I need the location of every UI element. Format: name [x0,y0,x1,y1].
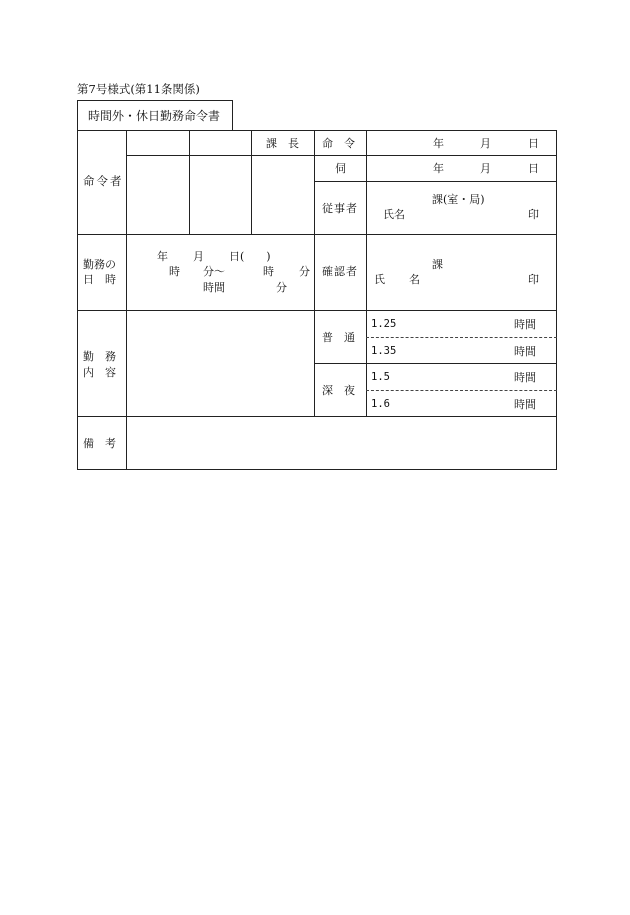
nichiji-minute-start: 分～ [203,265,225,278]
meirei-month: 月 [480,137,491,150]
col-line-right-label [366,130,367,417]
label-kinmu-nichiji-2: 日 時 [83,273,116,286]
kakuninsha-in: 印 [528,273,539,286]
rate-unit: 時間 [514,371,536,384]
rate-unit: 時間 [514,398,536,411]
rate-value: 1.5 [371,371,390,383]
meirei-day: 日 [528,137,539,150]
nichiji-hour-start: 時 [169,265,180,278]
rate-value: 1.25 [371,318,397,330]
rate-value: 1.6 [371,398,390,410]
row-line-kinmu-naiyo [77,416,557,417]
label-ukagai: 伺 [335,162,346,175]
jujisha-ka: 課(室・局) [432,193,485,206]
label-kinmu-nichiji-1: 勤務の [83,258,116,271]
col-line-stamp1 [189,130,190,234]
nichiji-month: 月 [193,250,204,263]
kakuninsha-shi: 氏 [374,273,385,286]
row-line-kinmu-nichiji [77,310,557,311]
label-kacho: 課 長 [266,137,299,150]
col-line-stamp2 [251,130,252,234]
label-kinmu-naiyo-2: 内 容 [83,366,116,379]
rate-value: 1.35 [371,345,397,357]
jujisha-in: 印 [528,208,539,221]
col-line-label [126,130,127,470]
row-line-meirei [314,155,557,156]
label-meireisha: 命令者 [83,174,124,188]
label-biko: 備 考 [83,437,116,450]
label-kinmu-naiyo-1: 勤 務 [83,350,116,363]
rate-unit: 時間 [514,345,536,358]
row-line-kacho [126,155,315,156]
jujisha-shimei: 氏名 [383,208,405,221]
form-title: 時間外・休日勤務命令書 [88,109,221,123]
nichiji-jikan: 時間 [203,281,225,294]
nichiji-year: 年 [157,250,168,263]
label-meirei: 命 令 [322,137,355,150]
label-shinya: 深 夜 [322,384,355,397]
col-line-center [314,130,315,417]
form-number: 第7号様式(第11条関係) [77,82,200,96]
nichiji-hour-end: 時 [263,265,274,278]
dash-line-shinya [366,390,557,391]
ukagai-month: 月 [480,162,491,175]
label-futsu: 普 通 [322,331,355,344]
meirei-year: 年 [433,137,444,150]
rate-unit: 時間 [514,318,536,331]
row-line-meireisha [77,234,557,235]
nichiji-fun: 分 [276,281,287,294]
nichiji-day: 日( ) [229,250,271,263]
kakuninsha-mei: 名 [409,273,420,286]
row-line-futsu [314,363,557,364]
label-jujisha: 従事者 [322,202,358,215]
ukagai-day: 日 [528,162,539,175]
nichiji-minute-end: 分 [299,265,310,278]
label-kakuninsha: 確認者 [322,265,358,278]
dash-line-futsu [366,337,557,338]
kakuninsha-ka: 課 [432,258,443,271]
ukagai-year: 年 [433,162,444,175]
row-line-ukagai [314,181,557,182]
